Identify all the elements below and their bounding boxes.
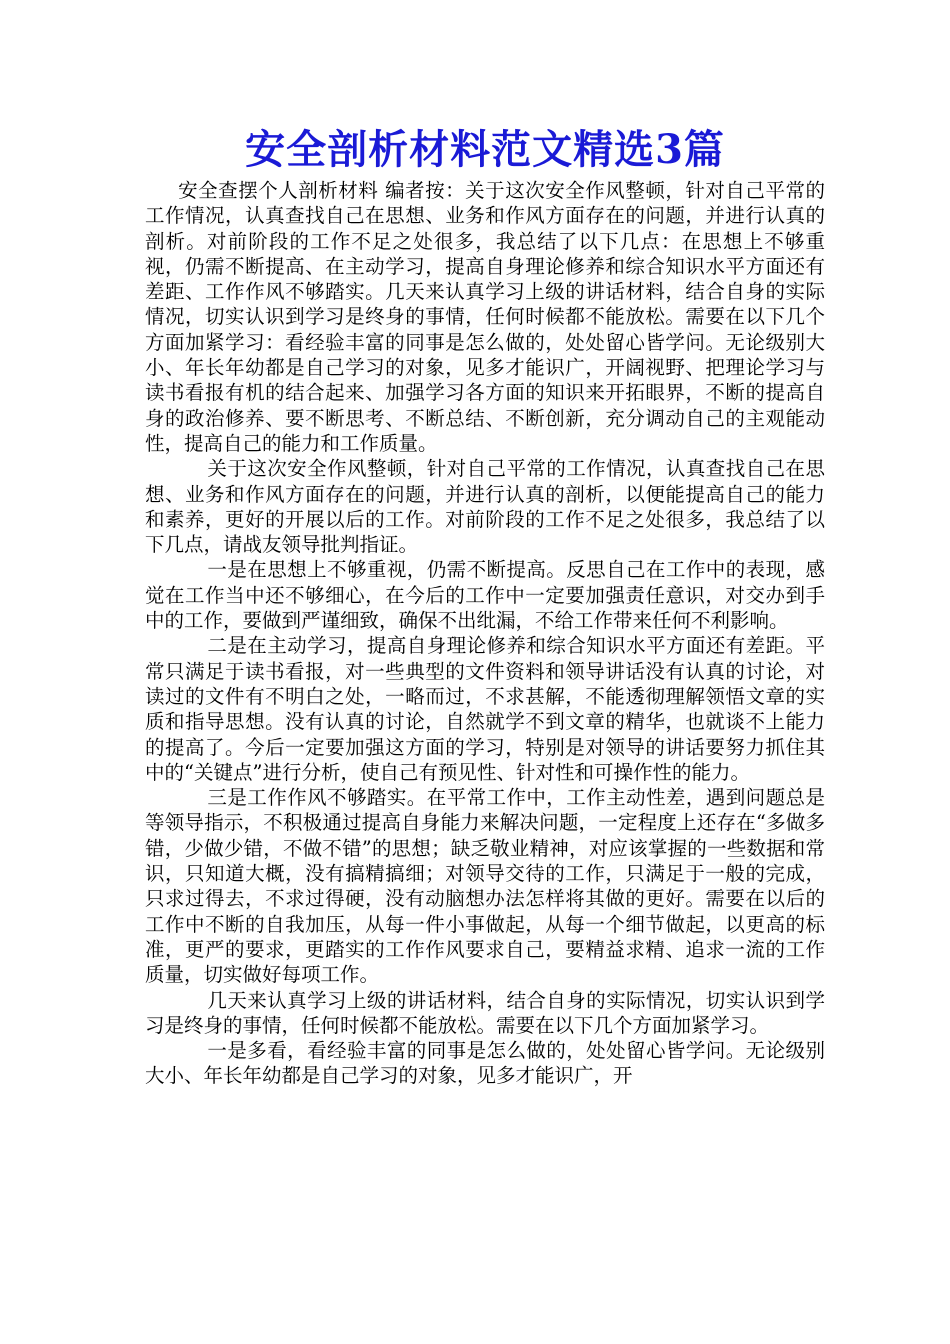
paragraph-study-one: 一是多看，看经验丰富的同事是怎么做的，处处留心皆学问。无论级别大小、年长年幼都是自己学习的对象，见多才能识广，开 — [145, 1039, 825, 1088]
document-page — [145, 122, 825, 1089]
document-body — [145, 178, 825, 1089]
paragraph-rectification: 关于这次安全作风整顿，针对自己平常的工作情况，认真查找自己在思想、业务和作风方面存在的问题，并进行认真的剖析，以便能提高自己的能力和素养，更好的开展以后的工作。对前阶段的工作不足之处很多，我总结了以下几点，请战友领导批判指证。 — [145, 457, 825, 557]
paragraph-point-three: 三是工作作风不够踏实。在平常工作中，工作主动性差，遇到问题总是等领导指示，不积极通过提高自身能力来解决问题，一定程度上还存在“多做多错，少做少错，不做不错”的思想；缺乏敬业精神，对应该掌握的一些数据和常识，只知道大概，没有搞精搞细；对领导交待的工作，只满足于一般的完成，只求过得去，不求过得硬，没有动脑想办法怎样将其做的更好。需要在以后的工作中不断的自我加压，从每一件小事做起，从每一个细节做起，以更高的标准，更严的要求，更踏实的工作作风要求自己，要精益求精、追求一流的工作质量，切实做好每项工作。 — [145, 786, 825, 987]
paragraph-point-one: 一是在思想上不够重视，仍需不断提高。反思自己在工作中的表现，感觉在工作当中还不够细心，在今后的工作中一定要加强责任意识，对交办到手中的工作，要做到严谨细致，确保不出纰漏，不给工作带来任何不利影响。 — [145, 558, 825, 633]
document-title: 安全剖析材料范文精选3篇 — [245, 126, 725, 173]
paragraph-study-summary: 几天来认真学习上级的讲话材料，结合自身的实际情况，切实认识到学习是终身的事情，任何时候都不能放松。需要在以下几个方面加紧学习。 — [145, 988, 825, 1037]
paragraph-point-two: 二是在主动学习，提高自身理论修养和综合知识水平方面还有差距。平常只满足于读书看报，对一些典型的文件资料和领导讲话没有认真的讨论，对读过的文件有不明白之处，一略而过，不求甚解，不能透彻理解领悟文章的实质和指导思想。没有认真的讨论，自然就学不到文章的精华，也就谈不上能力的提高了。今后一定要加强这方面的学习，特别是对领导的讲话要努力抓住其中的“关键点”进行分析，使自己有预见性、针对性和可操作性的能力。 — [145, 634, 825, 784]
paragraph-intro: 安全查摆个人剖析材料 编者按：关于这次安全作风整顿，针对自己平常的工作情况，认真查找自己在思想、业务和作风方面存在的问题，并进行认真的剖析。对前阶段的工作不足之处很多，我总结了以下几点：在思想上不够重视，仍需不断提高、在主动学习，提高自身理论修养和综合知识水平方面还有差距、工作作风不够踏实。几天来认真学习上级的讲话材料，结合自身的实际情况，切实认识到学习是终身的事情，任何时候都不能放松。需要在以下几个方面加紧学习：看经验丰富的同事是怎么做的，处处留心皆学问。无论级别大小、年长年幼都是自己学习的对象，见多才能识广，开阔视野、把理论学习与读书看报有机的结合起来、加强学习各方面的知识来开拓眼界，不断的提高自身的政治修养、要不断思考、不断总结、不断创新，充分调动自己的主观能动性，提高自己的能力和工作质量。 — [145, 179, 825, 455]
